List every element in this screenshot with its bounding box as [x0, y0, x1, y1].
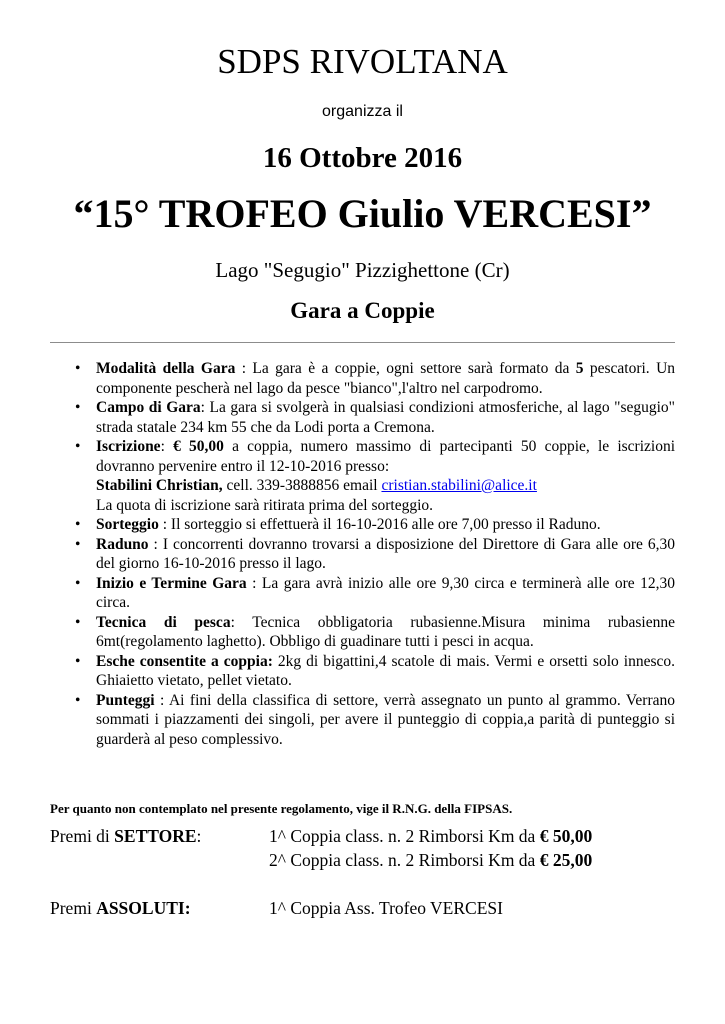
rule-text: : La gara avrà inizio alle ore 9,30 circa e terminerà alle ore 12,30 circa.	[96, 574, 675, 611]
rule-label: Punteggi	[96, 691, 155, 709]
bullet-icon: •	[75, 535, 81, 553]
rule-price: € 50,00	[173, 438, 224, 455]
rule-text: a coppia, numero massimo di partecipanti 50 coppie, le iscrizioni dovranno pervenire entro il 12-10-2016 presso:	[96, 438, 675, 475]
regulation-note: Per quanto non contemplato nel presente regolamento, vige il R.N.G. della FIPSAS.	[50, 801, 513, 816]
rule-label: Inizio e Termine Gara	[96, 574, 247, 592]
list-item	[50, 691, 675, 750]
rule-text: : La gara è a coppie, ogni settore sarà formato da	[235, 360, 576, 377]
rule-label: Modalità della Gara	[96, 360, 236, 377]
bullet-icon: •	[75, 574, 81, 592]
list-item	[50, 613, 675, 652]
rule-text: 2kg di bigattini,4 scatole di mais. Vermi e orsetti solo innesco. Ghiaietto vietato, pellet vietato.	[96, 652, 675, 689]
trophy-title: “15° TROFEO Giulio VERCESI”	[73, 191, 652, 236]
list-item	[50, 652, 675, 691]
bullet-icon: •	[75, 399, 81, 416]
bullet-icon: •	[75, 613, 81, 631]
premi-settore-1: 1^ Coppia class. n. 2 Rimborsi Km da € 50,00	[269, 826, 593, 846]
list-item	[50, 398, 675, 437]
event-date: 16 Ottobre 2016	[262, 142, 463, 174]
list-item	[50, 535, 675, 574]
rule-number: 5	[575, 360, 584, 377]
page-title: SDPS RIVOLTANA	[217, 42, 508, 81]
list-item	[50, 574, 675, 613]
premi-settore-2: 2^ Coppia class. n. 2 Rimborsi Km da € 25,00	[269, 850, 593, 870]
rule-label: Raduno	[96, 535, 149, 553]
contact-name: Stabilini Christian,	[96, 477, 223, 494]
rule-label: Esche consentite a coppia:	[96, 652, 273, 670]
rule-text: : Ai fini della classifica di settore, verrà assegnato un punto al grammo. Verrano sommati i piazzamenti dei singoli, per avere il punteggio di coppia,a parità di punteggio si guarderà al peso complessivo.	[96, 691, 675, 748]
list-item	[50, 437, 675, 515]
rule-text: pescatori. Un componente pescherà nel lago da pesce "bianco",l'altro nel carpodromo.	[96, 360, 676, 397]
premi-settore-label: Premi di SETTORE:	[50, 826, 202, 846]
bullet-icon: •	[75, 360, 81, 377]
divider	[50, 342, 675, 343]
rule-label: Tecnica di pesca	[96, 613, 231, 631]
rule-label: Iscrizione	[96, 438, 161, 455]
list-item	[50, 359, 675, 398]
bullet-icon: •	[75, 652, 81, 670]
premi-assoluti-label: Premi ASSOLUTI:	[50, 898, 191, 918]
bullet-icon: •	[75, 438, 81, 455]
rule-text: : I concorrenti dovranno trovarsi a disposizione del Direttore di Gara alle ore 6,30 del giorno 16-10-2016 presso il lago.	[96, 535, 675, 572]
contact-text: cell. 339-3888856 email	[222, 477, 382, 494]
rules-list	[50, 359, 675, 749]
rule-text: : Tecnica obbligatoria rubasienne.Misura minima rubasienne 6mt(regolamento laghetto). Obbligo di guadinare tutti i pesci in acqua.	[96, 613, 675, 650]
rule-text: : La gara si svolgerà in qualsiasi condizioni atmosferiche, al lago "segugio" strada statale 234 km 55 che da Lodi porta a Cremona.	[96, 399, 676, 436]
premi-assoluti-1: 1^ Coppia Ass. Trofeo VERCESI	[269, 898, 503, 918]
quota-text: La quota di iscrizione sarà ritirata prima del sorteggio.	[96, 496, 434, 514]
bullet-icon: •	[75, 516, 81, 533]
rule-text: :	[160, 438, 174, 455]
event-location: Lago "Segugio" Pizzighettone (Cr)	[215, 258, 510, 282]
bullet-icon: •	[75, 691, 81, 709]
rule-text: : Il sorteggio si effettuerà il 16-10-2016 alle ore 7,00 presso il Raduno.	[158, 516, 601, 533]
contact-email-link[interactable]: cristian.stabilini@alice.it	[381, 477, 537, 494]
organizza-text: organizza il	[322, 103, 403, 120]
rule-label: Sorteggio	[96, 516, 159, 533]
list-item	[50, 515, 675, 535]
event-type: Gara a Coppie	[290, 298, 435, 323]
rule-label: Campo di Gara	[96, 399, 201, 416]
